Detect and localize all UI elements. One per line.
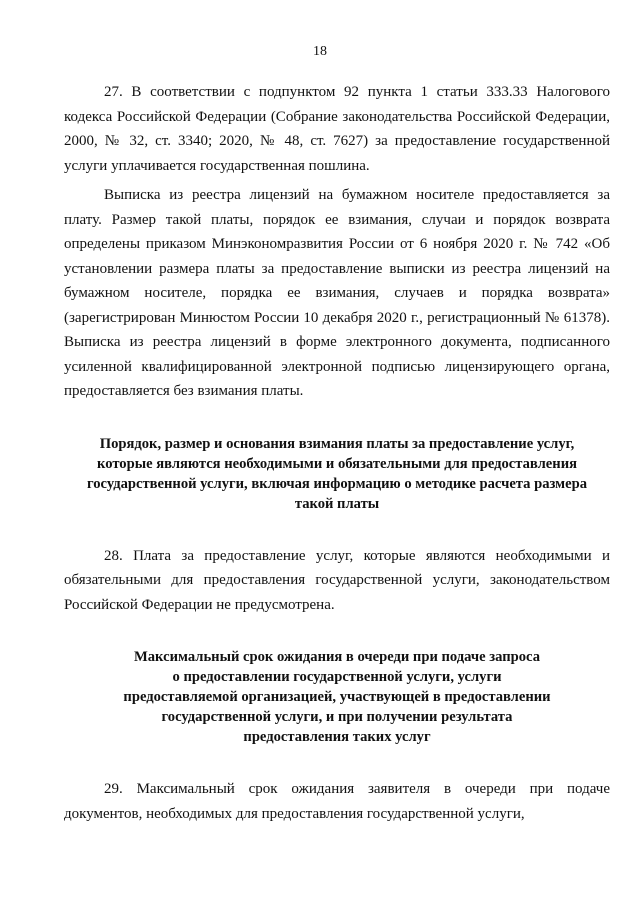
paragraph-29: 29. Максимальный срок ожидания заявителя в очереди при подаче документов, необходимых для предоставления государственной услуги, xyxy=(64,781,610,822)
heading-line: государственной услуги, включая информацию о методике расчета размера xyxy=(86,475,588,492)
heading-line: о предоставлении государственной услуги, услуги xyxy=(172,669,502,685)
heading-line: такой платы xyxy=(294,495,380,512)
heading-line: предоставления таких услуг xyxy=(243,729,431,745)
heading-line: Максимальный срок ожидания в очереди при подаче запроса xyxy=(133,649,540,665)
paragraph-27: 27. В соответствии с подпунктом 92 пункта 1 статьи 333.33 Налогового кодекса Российской Федерации (Собрание законодательства Российской Федерации, 2000, № 32, ст. 3340; 2020, № 48, ст. 7627) за предоставление государственной услуги уплачивается государственная пошлина. xyxy=(64,84,610,174)
heading-line: государственной услуги, и при получении результата xyxy=(161,709,513,725)
heading-line: которые являются необходимыми и обязательными для предоставления xyxy=(97,455,577,472)
document-body xyxy=(64,80,610,826)
page-number: 18 xyxy=(313,44,327,59)
section-heading-fee-procedure xyxy=(64,434,610,514)
paragraph-license-extract: Выписка из реестра лицензий на бумажном носителе предоставляется за плату. Размер такой платы, порядок ее взимания, случаи и порядок возврата определены приказом Минэкономразвития России от 6 ноября 2020 г. № 742 «Об установлении размера платы за предоставление выписки из реестра лицензий на бумажном носителе, порядка ее взимания, случаев и порядка возврата» (зарегистрирован Минюстом России 10 декабря 2020 г., регистрационный № 61378). Выписка из реестра лицензий в форме электронного документа, подписанного усиленной квалифицированной электронной подписью лицензирующего органа, предоставляется без взимания платы. xyxy=(64,187,610,399)
heading-line: предоставляемой организацией, участвующей в предоставлении xyxy=(123,689,551,705)
paragraph-28: 28. Плата за предоставление услуг, которые являются необходимыми и обязательными для предоставления государственной услуги, законодательством Российской Федерации не предусмотрена. xyxy=(64,547,610,613)
heading-line: Порядок, размер и основания взимания платы за предоставление услуг, xyxy=(99,435,575,452)
section-heading-max-wait-time xyxy=(64,647,610,747)
